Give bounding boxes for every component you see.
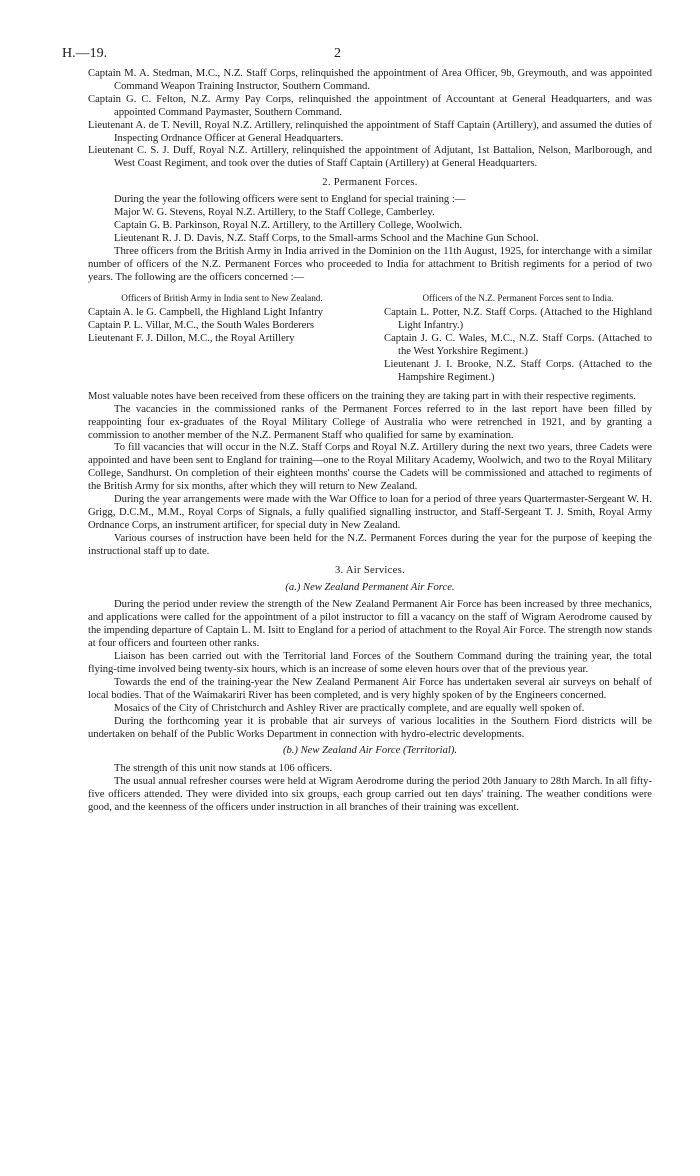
body-paragraph: Mosaics of the City of Christchurch and Ashley River are practically complete, and are equally well spoken of. [114, 702, 585, 714]
officer-entry: Captain L. Potter, N.Z. Staff Corps. (Attached to the Highland Light Infantry.) [384, 307, 652, 332]
appointment-entry: Lieutenant C. S. J. Duff, Royal N.Z. Artillery, relinquished the appointment of Adjutant, 1st Battalion, Nelson, Marlborough, and West Coast Regiment, and took over the duties of Staff Captain (Artillery) at General Headquarters. [88, 145, 652, 170]
body-paragraph: To fill vacancies that will occur in the N.Z. Staff Corps and Royal N.Z. Artillery during the next two years, three Cadets were appointed and have been sent to England for training—one to the Royal Military Academy, Woolwich, and two to the Royal Military College, Sandhurst. On completion of their eighteen months' course the Cadets will be commissioned and attached to regiments of the British Army for six months, after which they will return to New Zealand. [88, 442, 652, 493]
body-paragraph: Liaison has been carried out with the Territorial land Forces of the Southern Command during the training year, the total flying-time involved being twenty-six hours, which is an increase of some eleven hours over that of the previous year. [88, 651, 652, 675]
training-intro: During the year the following officers were sent to England for special training :— [114, 194, 466, 206]
officer-entry: Captain J. G. C. Wales, M.C., N.Z. Staff Corps. (Attached to the West Yorkshire Regiment.) [384, 333, 652, 358]
section-heading-air-services: 3. Air Services. [334, 564, 406, 576]
officer-entry: Captain A. le G. Campbell, the Highland Light Infantry [88, 307, 324, 319]
document-number: H.—19. [62, 46, 108, 61]
column-heading: Officers of British Army in India sent to New Zealand. [121, 292, 323, 303]
body-paragraph: The strength of this unit now stands at 106 officers. [114, 763, 333, 775]
notes-paragraph: Most valuable notes have been received from these officers on the training they are taking part in with their respective regiments. [88, 390, 636, 402]
appointment-entry: Captain G. C. Felton, N.Z. Army Pay Corps, relinquished the appointment of Accountant at General Headquarters, and was appointed Command Paymaster, Southern Command. [88, 93, 652, 118]
column-heading: Officers of the N.Z. Permanent Forces sent to India. [422, 292, 614, 303]
subsection-heading-permanent-air-force: (a.) New Zealand Permanent Air Force. [285, 581, 455, 593]
document-body [88, 68, 652, 815]
body-paragraph: The vacancies in the commissioned ranks of the Permanent Forces referred to in the last report have been filled by reappointing four ex-graduates of the Royal Military College of Australia who were retrenched in 1921, and by granting a commission to another member of the N.Z. Permanent Staff who qualified for same by examination. [88, 403, 652, 441]
body-paragraph: Towards the end of the training-year the New Zealand Permanent Air Force has undertaken several air surveys on behalf of local bodies. That of the Waimakariri River has been completed, and is very highly spoken of by the Engineers concerned. [88, 676, 652, 701]
officers-to-new-zealand-column [88, 292, 356, 385]
training-list-item: Lieutenant R. J. D. Davis, N.Z. Staff Corps, to the Small-arms School and the Machine Gun School. [114, 232, 539, 244]
body-paragraph: Various courses of instruction have been held for the N.Z. Permanent Forces during the year for the purpose of keeping the instructional staff up to date. [88, 532, 652, 557]
body-paragraph: During the year arrangements were made with the War Office to loan for a period of three years Quartermaster-Sergeant W. H. Grigg, D.C.M., M.M., Royal Corps of Signals, a fully qualified signalling instructor, and Staff-Sergeant T. J. Smith, Royal Army Ordnance Corps, an instrument artificer, for special duty in New Zealand. [88, 494, 652, 531]
appointment-entry: Lieutenant A. de T. Nevill, Royal N.Z. Artillery, relinquished the appointment of Staff Captain (Artillery), and assumed the duties of Inspecting Ordnance Officer at General Headquarters. [88, 119, 652, 144]
officer-entry: Lieutenant F. J. Dillon, M.C., the Royal Artillery [88, 333, 295, 345]
officer-exchange-table [88, 292, 652, 385]
appointment-entry: Captain M. A. Stedman, M.C., N.Z. Staff Corps, relinquished the appointment of Area Officer, 9b, Greymouth, and was appointed Command Weapon Training Instructor, Southern Command. [88, 68, 652, 92]
body-paragraph: The usual annual refresher courses were held at Wigram Aerodrome during the period 20th January to 28th March. In all fifty-five officers attended. They were divided into six groups, each group carried out ten days' training. The weather conditions were good, and the keenness of the officers under instruction in all branches of their training was excellent. [88, 776, 652, 814]
subsection-heading-territorial-air-force: (b.) New Zealand Air Force (Territorial). [282, 745, 458, 757]
officer-entry: Captain P. L. Villar, M.C., the South Wales Borderers [88, 320, 315, 332]
page-header [62, 48, 652, 66]
exchange-paragraph: Three officers from the British Army in India arrived in the Dominion on the 11th August, 1925, for interchange with a similar number of officers of the N.Z. Permanent Forces who proceeded to India for attachment to British regiments for a period of two years. The following are the officers concerned :— [88, 245, 652, 283]
officer-entry: Lieutenant J. I. Brooke, N.Z. Staff Corps. (Attached to the Hampshire Regiment.) [384, 359, 652, 383]
body-paragraph: During the period under review the strength of the New Zealand Permanent Air Force has been increased by three mechanics, and applications were called for the appointment of a pilot instructor to fill a vacancy on the staff of Wigram Aerodrome caused by the impending departure of Captain L. M. Isitt to England for a period of attachment to the Royal Air Force. The strength now stands at four officers and fourteen other ranks. [88, 599, 652, 650]
training-list-item: Captain G. B. Parkinson, Royal N.Z. Artillery, to the Artillery College, Woolwich. [114, 219, 463, 231]
officers-to-india-column [384, 292, 652, 385]
section-heading-permanent-forces: 2. Permanent Forces. [322, 177, 418, 189]
page-number: 2 [334, 46, 341, 61]
training-list-item: Major W. G. Stevens, Royal N.Z. Artillery, to the Staff College, Camberley. [114, 207, 435, 219]
body-paragraph: During the forthcoming year it is probable that air surveys of various localities in the Southern Fiord districts will be undertaken on behalf of the Public Works Department in connection with hydro-electric developments. [88, 715, 652, 740]
